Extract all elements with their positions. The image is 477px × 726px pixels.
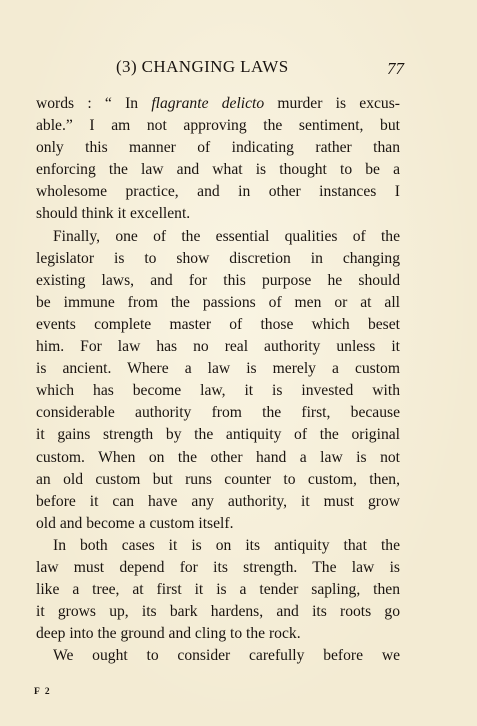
text-line: Finally, one of the essential qualities of the (53, 227, 400, 245)
text-line: law must depend for its strength. The law is (36, 558, 400, 576)
text-line: considerable authority from the first, because (36, 404, 400, 422)
text-line: existing laws, and for this purpose he should (36, 271, 400, 289)
text-line: custom. When on the other hand a law is not (36, 448, 400, 466)
text-line: We ought to consider carefully before we (53, 647, 400, 665)
text-line (36, 93, 400, 115)
running-head (36, 57, 408, 81)
text-line: is ancient. Where a law is merely a custom (36, 360, 400, 378)
paragraph (36, 645, 400, 667)
page-number: 77 (387, 59, 404, 78)
text-line: wholesome practice, and in other instances I (36, 183, 400, 201)
text-line: it gains strength by the antiquity of the original (36, 426, 400, 444)
paragraph (36, 535, 400, 645)
italic-phrase: flagrante delicto (151, 95, 265, 112)
text-line: legislator is to show discretion in changing (36, 249, 400, 267)
text-line: it grows up, its bark hardens, and its roots go (36, 603, 400, 621)
text-line: only this manner of indicating rather than (36, 139, 400, 157)
paragraph (36, 93, 400, 226)
text-line: able.” I am not approving the sentiment, but (36, 117, 400, 135)
text-line: old and become a custom itself. (36, 514, 234, 532)
text-line: In both cases it is on its antiquity that the (53, 536, 400, 554)
text-line: should think it excellent. (36, 205, 191, 223)
text-line: him. For law has no real authority unless it (36, 338, 400, 356)
running-title: (3) CHANGING LAWS (116, 57, 289, 76)
text-line: deep into the ground and cling to the rock. (36, 625, 301, 643)
body-text (36, 93, 400, 667)
signature-mark: F 2 (34, 687, 52, 697)
text-line: which has become law, it is invested with (36, 382, 400, 400)
text-run: murder is excus- (264, 95, 400, 112)
paragraph (36, 226, 400, 535)
text-line: enforcing the law and what is thought to be a (36, 161, 400, 179)
text-run: words : “ In (36, 95, 152, 112)
text-line: before it can have any authority, it must grow (36, 492, 400, 510)
text-line: like a tree, at first it is a tender sapling, then (36, 581, 400, 599)
text-line: an old custom but runs counter to custom, then, (36, 470, 400, 488)
text-line: be immune from the passions of men or at all (36, 293, 400, 311)
text-line: events complete master of those which beset (36, 315, 400, 333)
